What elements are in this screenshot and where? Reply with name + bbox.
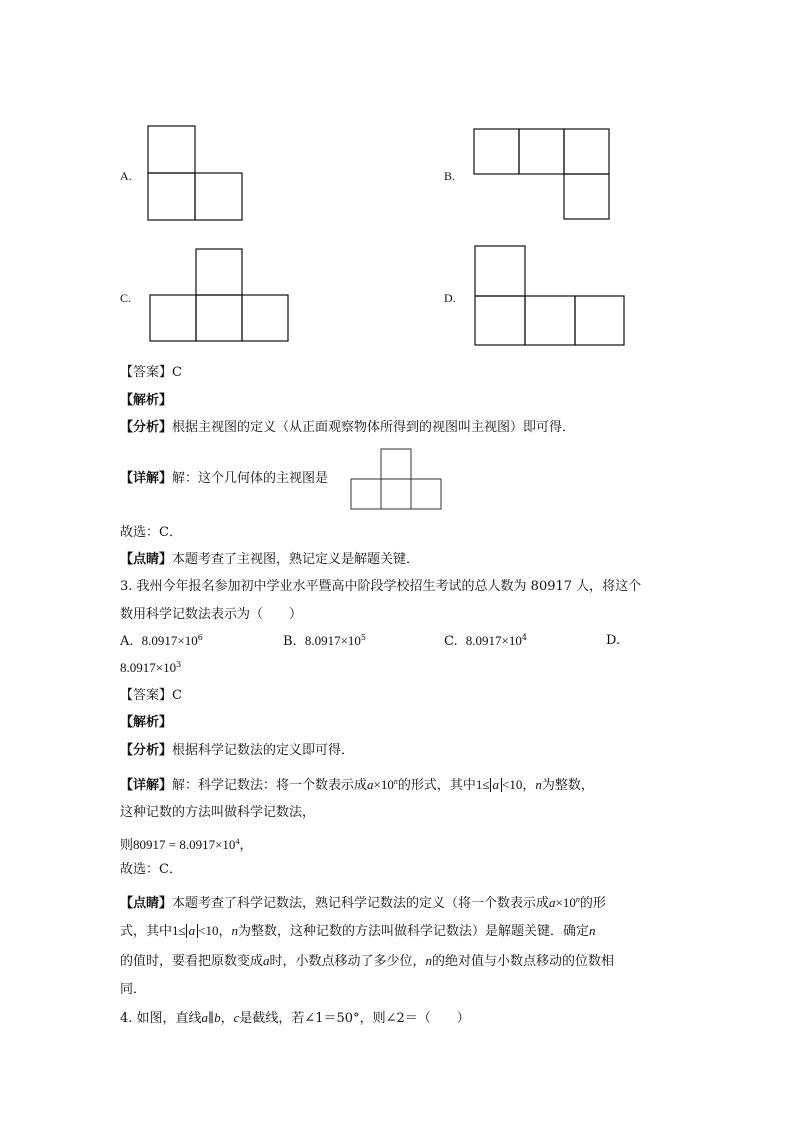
q3-xj1-c: ， xyxy=(522,778,536,793)
option-a-figure xyxy=(147,125,245,222)
q3-xiangjie-line3 xyxy=(120,833,252,855)
math-var-a: a xyxy=(492,777,500,792)
math-var-a: a xyxy=(188,923,196,938)
q3-option-d-value xyxy=(120,660,181,676)
q3-stem-line2: 数用科学记数法表示为（ ） xyxy=(120,607,303,622)
q3-option-a[interactable] xyxy=(120,633,203,649)
q3-dianjing-line1 xyxy=(120,891,606,913)
option-c-figure xyxy=(149,248,291,342)
q2-xiangjie xyxy=(120,470,328,488)
q3-dj2-c: 为整数，这种记数的方法叫做科学记数法）是解题关键．确定 xyxy=(238,924,590,939)
q3-xj1-d: 为整数， xyxy=(541,778,594,793)
q2-fenxi xyxy=(120,419,575,437)
q3-xj3-prefix: 则 xyxy=(120,838,134,853)
ineq-left: 1≤ xyxy=(172,923,186,938)
q3-option-c-exp: 4 xyxy=(521,633,527,642)
math-var-n: n xyxy=(393,777,398,786)
xiangjie-tag: 【详解】 xyxy=(120,471,173,486)
q3-dianjing-line2 xyxy=(120,922,596,941)
q3-xiangjie-line1 xyxy=(120,773,594,795)
q3-analysis-title: 【解析】 xyxy=(120,715,173,730)
q3-option-a-mantissa: 8.0917×10 xyxy=(141,633,198,648)
q3-fenxi xyxy=(120,742,354,760)
ineq-right: <10 xyxy=(198,923,219,938)
q2-dianjing xyxy=(120,551,419,569)
q3-option-c[interactable] xyxy=(444,633,527,649)
q3-xiangjie-line2: 这种记数的方法叫做科学记数法， xyxy=(120,805,316,820)
q2-analysis-title: 【解析】 xyxy=(120,393,173,408)
q3-xiangjie-tag: 【详解】 xyxy=(120,778,173,793)
option-d-label: D. xyxy=(444,291,456,305)
q3-answer: 【答案】C xyxy=(120,688,182,703)
q3-option-d-exp: 3 xyxy=(176,660,182,669)
math-var-n: n xyxy=(589,923,596,938)
q4-var-b: b xyxy=(214,1010,221,1025)
q3-option-d-mantissa: 8.0917×10 xyxy=(120,660,177,675)
option-b-figure xyxy=(473,128,613,222)
math-var-a: a xyxy=(263,953,270,968)
q3-dj3-a: 的值时，要看把原数变成 xyxy=(120,954,264,969)
q3-dj1-b: 的形 xyxy=(579,896,606,911)
q3-xj3-math: 80917 = 8.0917×10 xyxy=(133,837,236,852)
math-var-a: a xyxy=(549,895,556,910)
front-view-figure xyxy=(350,448,444,511)
q4-stem xyxy=(120,1009,470,1028)
q3-dianjing-line4: 同． xyxy=(120,982,147,997)
q2-guxuan: 故选：C． xyxy=(120,525,182,540)
q4-stem-c: 是截线，若∠1＝50°，则∠2＝（ ） xyxy=(239,1011,470,1026)
q2-answer: 【答案】C xyxy=(120,365,182,380)
dianjing-tag: 【点睛】 xyxy=(120,552,173,567)
math-times10: ×10 xyxy=(373,777,394,792)
q3-dianjing-line3 xyxy=(120,952,614,971)
q3-option-d-label: D. xyxy=(606,633,621,648)
q3-option-a-label: A. xyxy=(120,634,134,649)
xiangjie-text: 解：这个几何体的主视图是 xyxy=(172,471,329,486)
q3-fenxi-tag: 【分析】 xyxy=(120,743,173,758)
q3-dj2-b: ， xyxy=(218,924,232,939)
fenxi-text: 根据主视图的定义（从正面观察物体所得到的视图叫主视图）即可得． xyxy=(172,420,576,435)
q3-dianjing-tag: 【点睛】 xyxy=(120,896,173,911)
q3-xj1-b: 的形式，其中 xyxy=(397,778,476,793)
q3-option-b-label: B. xyxy=(283,634,297,649)
math-times10: ×10 xyxy=(555,895,576,910)
ineq-left: 1≤ xyxy=(475,777,490,792)
q3-option-a-exp: 6 xyxy=(197,633,203,642)
q3-dj3-c: 的绝对值与小数点移动的位数相 xyxy=(432,954,615,969)
fenxi-tag: 【分析】 xyxy=(120,420,173,435)
option-a-label: A. xyxy=(120,169,132,183)
q3-option-d[interactable] xyxy=(606,633,620,648)
q3-option-c-label: C. xyxy=(444,634,458,649)
q3-dj3-b: 时，小数点移动了多少位， xyxy=(269,954,426,969)
option-c-label: C. xyxy=(120,291,132,305)
ineq-right: <10 xyxy=(502,777,523,792)
math-var-n: n xyxy=(575,895,580,904)
q3-option-b-exp: 5 xyxy=(360,633,367,642)
q3-option-b[interactable] xyxy=(283,633,366,649)
q3-guxuan: 故选：C． xyxy=(120,862,182,877)
dianjing-text: 本题考查了主视图，熟记定义是解题关键． xyxy=(172,552,420,567)
q3-dj2-a: 式，其中 xyxy=(120,924,173,939)
math-var-n: n xyxy=(535,777,542,792)
q3-option-b-mantissa: 8.0917×10 xyxy=(304,633,361,648)
q3-xj1-a: 解：科学记数法：将一个数表示成 xyxy=(172,778,368,793)
q4-parallel: ∥ xyxy=(208,1011,215,1026)
q3-xj3-exp: 4 xyxy=(235,837,240,846)
q4-var-c: c xyxy=(233,1010,240,1025)
q3-dj1-a: 本题考查了科学记数法，熟记科学记数法的定义（将一个数表示成 xyxy=(172,896,550,911)
q4-stem-b: ， xyxy=(220,1011,234,1026)
math-var-n: n xyxy=(231,923,239,938)
q4-var-a: a xyxy=(201,1010,209,1025)
option-d-figure xyxy=(474,245,627,347)
q3-fenxi-text: 根据科学记数法的定义即可得． xyxy=(172,743,355,758)
option-b-label: B. xyxy=(444,169,456,183)
math-var-a: a xyxy=(367,777,374,792)
q3-xj3-suffix: ， xyxy=(239,838,253,853)
q3-option-c-mantissa: 8.0917×10 xyxy=(465,633,522,648)
math-var-n: n xyxy=(425,953,433,968)
q4-stem-a: 4. 如图，直线 xyxy=(120,1011,202,1026)
q3-stem-line1: 3. 我州今年报名参加初中学业水平暨高中阶段学校招生考试的总人数为 80917 人，将这个 xyxy=(120,579,642,594)
